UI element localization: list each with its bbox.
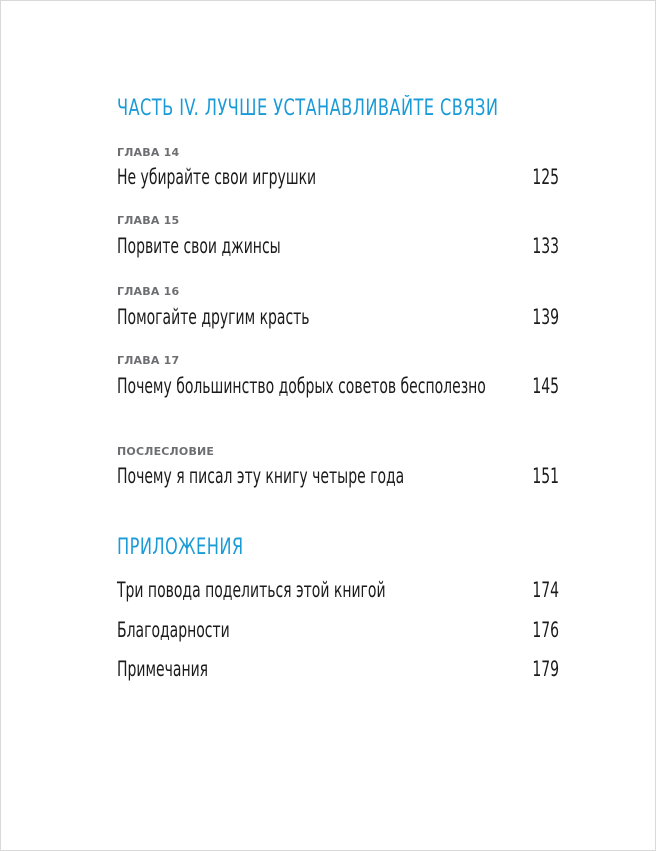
chapter-title: Почему большинство добрых советов бесполезно (117, 374, 486, 398)
toc-entry-acknowledgements[interactable] (117, 618, 559, 646)
page-number: 145 (532, 374, 559, 398)
page-number: 174 (532, 578, 559, 602)
page-number: 151 (532, 464, 559, 488)
chapter-title: Не убирайте свои игрушки (117, 165, 317, 189)
appendix-title: Благодарности (117, 618, 230, 642)
chapter-title: Помогайте другим красть (117, 305, 310, 329)
toc-entry-notes[interactable] (117, 657, 559, 685)
appendix-title: Примечания (117, 657, 209, 681)
toc-entry-chapter-17[interactable] (117, 374, 559, 402)
appendix-title: Три повода поделиться этой книгой (117, 578, 386, 602)
appendices-title: ПРИЛОЖЕНИЯ (117, 535, 244, 560)
toc-entry-share-reasons[interactable] (117, 578, 559, 606)
chapter-title: Порвите свои джинсы (117, 234, 281, 258)
chapter-label: ГЛАВА 16 (117, 285, 180, 298)
toc-entry-afterword[interactable] (117, 464, 559, 492)
afterword-title: Почему я писал эту книгу четыре года (117, 464, 405, 488)
page-number: 176 (532, 618, 559, 642)
page-number: 133 (532, 234, 559, 258)
afterword-label: ПОСЛЕСЛОВИЕ (117, 445, 215, 458)
page-number: 139 (532, 305, 559, 329)
toc-entry-chapter-16[interactable] (117, 305, 559, 333)
chapter-label: ГЛАВА 17 (117, 354, 180, 367)
toc-entry-chapter-14[interactable] (117, 165, 559, 193)
part-title: ЧАСТЬ IV. ЛУЧШЕ УСТАНАВЛИВАЙТЕ СВЯЗИ (117, 96, 499, 121)
toc-entry-chapter-15[interactable] (117, 234, 559, 262)
chapter-label: ГЛАВА 15 (117, 214, 180, 227)
page-number: 125 (532, 165, 559, 189)
chapter-label: ГЛАВА 14 (117, 146, 180, 159)
page-number: 179 (532, 657, 559, 681)
